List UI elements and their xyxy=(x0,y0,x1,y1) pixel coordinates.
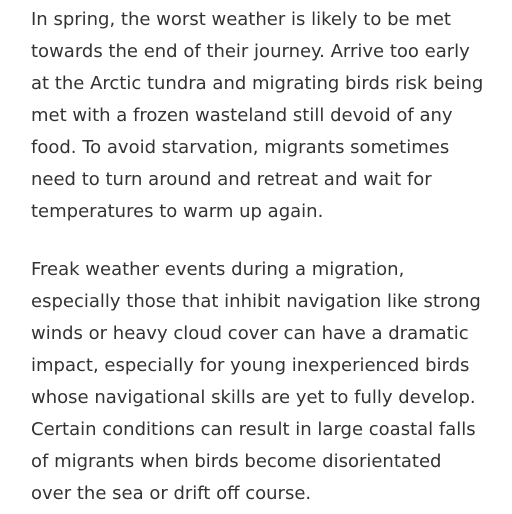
text-line: at the Arctic tundra and migrating birds risk being xyxy=(31,73,484,94)
text-line: In spring, the worst weather is likely to be met xyxy=(31,9,451,30)
text-line: impact, especially for young inexperienced birds xyxy=(31,355,470,376)
text-line: Certain conditions can result in large coastal falls xyxy=(31,419,476,440)
text-line: over the sea or drift off course. xyxy=(31,483,312,504)
text-line: of migrants when birds become disorientated xyxy=(31,451,442,472)
text-line: Freak weather events during a migration, xyxy=(31,259,405,280)
text-line: need to turn around and retreat and wait for xyxy=(31,169,432,190)
article-body xyxy=(31,4,501,510)
text-line: food. To avoid starvation, migrants sometimes xyxy=(31,137,450,158)
text-line: towards the end of their journey. Arrive too early xyxy=(31,41,470,62)
text-line: especially those that inhibit navigation like strong xyxy=(31,291,481,312)
text-line: met with a frozen wasteland still devoid of any xyxy=(31,105,453,126)
text-line: temperatures to warm up again. xyxy=(31,201,324,222)
text-line: winds or heavy cloud cover can have a dramatic xyxy=(31,323,469,344)
text-line: whose navigational skills are yet to fully develop. xyxy=(31,387,476,408)
paragraph-spring-weather xyxy=(31,4,501,228)
paragraph-freak-weather xyxy=(31,254,501,510)
